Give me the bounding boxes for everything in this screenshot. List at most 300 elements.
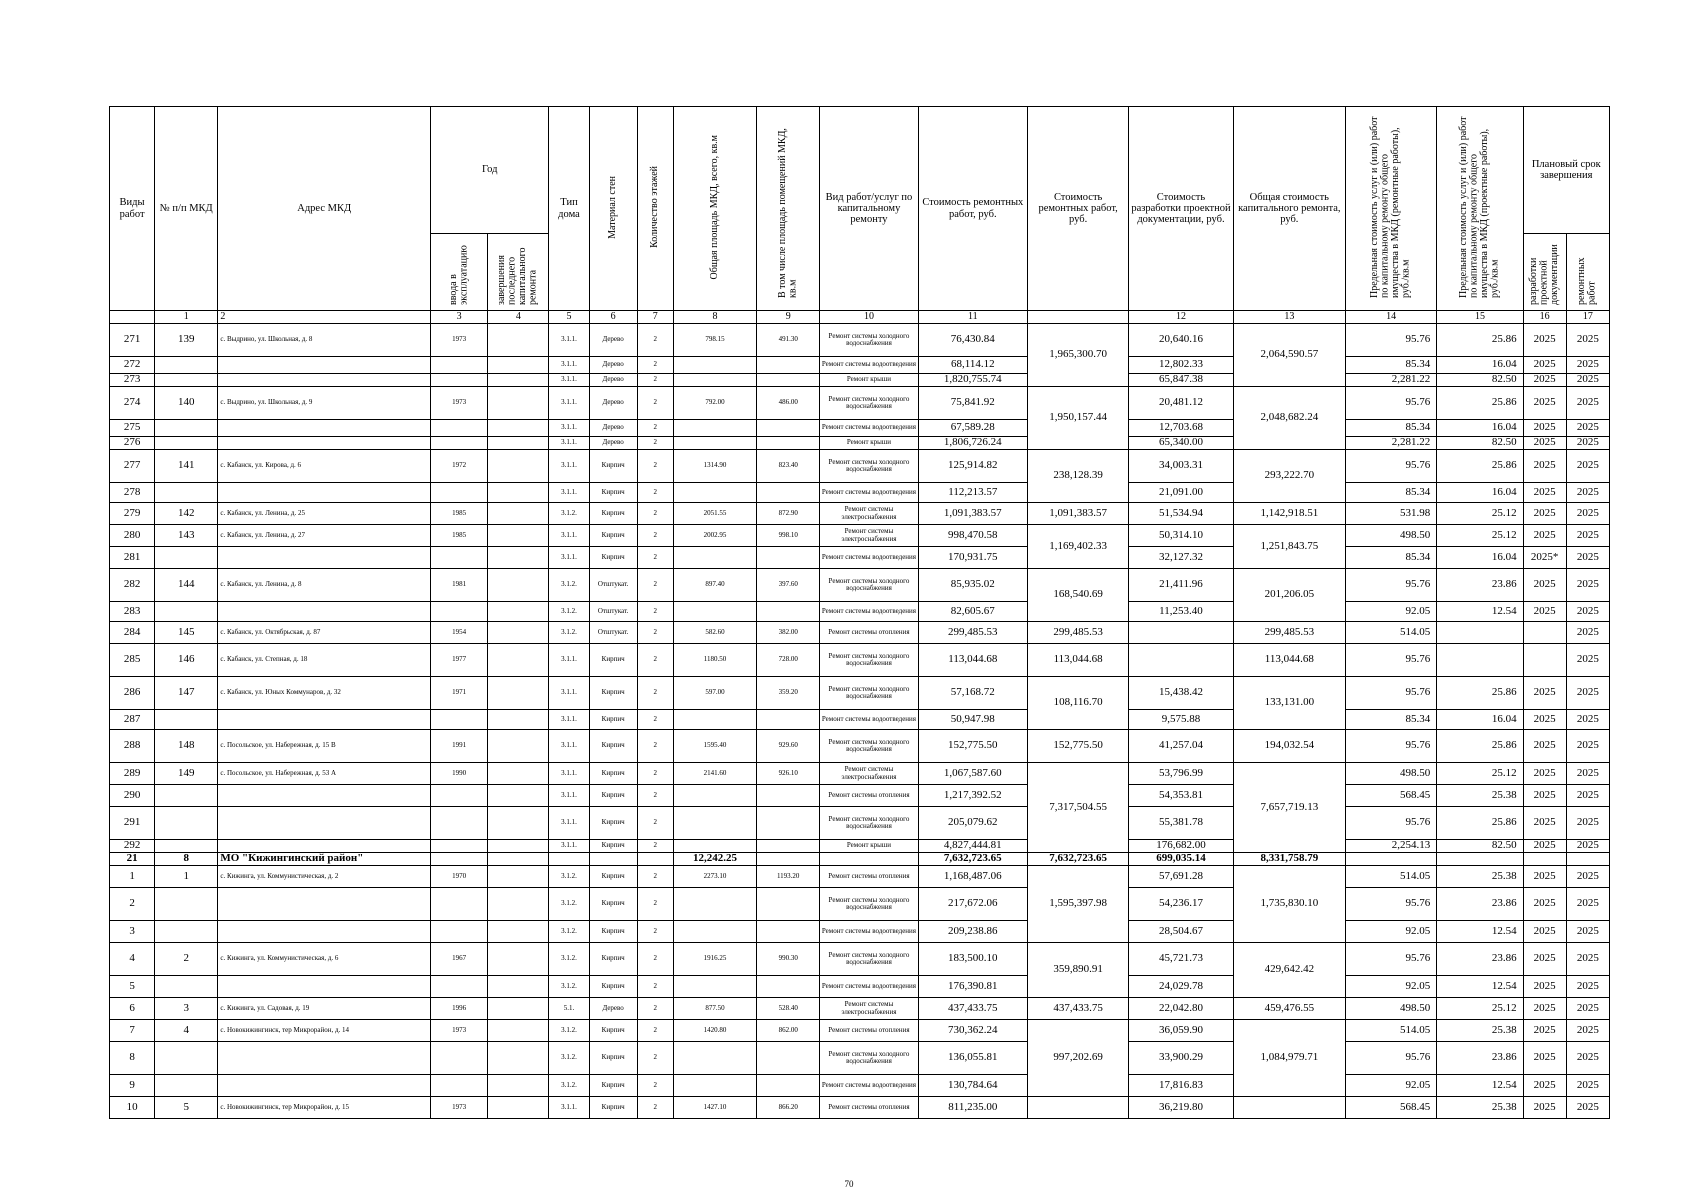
cell-total-cost: 299,485.53 [1233,622,1345,644]
cell-premises-area [757,437,820,450]
cell-floors: 2 [637,1075,673,1097]
cell-limit-design: 12.54 [1437,921,1523,943]
cell-floors: 2 [637,569,673,602]
cell-address: с. Новокижингинск, тер Микрорайон, д. 14 [218,1020,431,1042]
cell-floors: 2 [637,1020,673,1042]
table-row [110,483,1610,503]
cell-address: с. Кабанск, ул. Степная, д. 18 [218,644,431,677]
cell-work-number: 278 [110,483,155,503]
cell-limit-repair: 2,281.22 [1346,437,1437,450]
cell-mkd-number: 139 [155,324,218,357]
cell-mkd-number: 142 [155,503,218,525]
cell-mkd-number [155,807,218,840]
cell-total-area [673,976,756,998]
cell-repair-cost: 75,841.92 [918,387,1027,420]
cell-limit-repair: 498.50 [1346,763,1437,785]
cell-mkd-number: 144 [155,569,218,602]
cell-mkd-number [155,547,218,569]
cell-deadline-repair: 2025 [1566,1042,1609,1075]
cell-limit-design [1437,622,1523,644]
cell-year-commission: 1973 [431,1020,488,1042]
table-row [110,807,1610,840]
cell-year-last-repair [488,853,549,866]
cell-year-last-repair [488,483,549,503]
cell-deadline-design: 2025 [1523,483,1566,503]
cell-floors: 2 [637,525,673,547]
cell-work-type: Ремонт системы водоотведения [820,420,918,437]
cell-limit-repair: 92.05 [1346,602,1437,622]
cell-deadline-design: 2025* [1523,547,1566,569]
cell-repair-cost: 57,168.72 [918,677,1027,710]
cell-address [218,1075,431,1097]
table-body [110,324,1610,1119]
cell-design-cost: 55,381.78 [1129,807,1233,840]
cell-wall-material: Дерево [589,420,637,437]
table-row [110,525,1610,547]
table-row [110,677,1610,710]
cell-repair-cost-sum: 238,128.39 [1027,450,1128,503]
cell-year-last-repair [488,1020,549,1042]
cell-year-last-repair [488,547,549,569]
cell-work-type: Ремонт системы электроснабжения [820,525,918,547]
cell-floors: 2 [637,387,673,420]
register-sheet [109,106,1610,1119]
cell-house-type: 3.1.1. [549,387,589,420]
cell-wall-material: Дерево [589,324,637,357]
cell-premises-area: 1193.20 [757,866,820,888]
cell-design-cost: 20,481.12 [1129,387,1233,420]
cell-repair-cost: 82,605.67 [918,602,1027,622]
cell-repair-cost: 112,213.57 [918,483,1027,503]
cell-repair-cost: 998,470.58 [918,525,1027,547]
cell-work-number: 281 [110,547,155,569]
cell-floors: 2 [637,998,673,1020]
cell-wall-material: Кирпич [589,785,637,807]
cell-total-area [673,888,756,921]
cell-house-type: 3.1.1. [549,785,589,807]
cell-limit-repair: 92.05 [1346,976,1437,998]
cell-work-number: 6 [110,998,155,1020]
cell-total-area [673,710,756,730]
cell-repair-cost-sum: 108,116.70 [1027,677,1128,730]
cell-repair-cost: 811,235.00 [918,1097,1027,1119]
cell-floors: 2 [637,503,673,525]
cell-work-number: 271 [110,324,155,357]
cell-limit-repair: 95.76 [1346,387,1437,420]
cell-premises-area [757,840,820,853]
cell-deadline-design: 2025 [1523,437,1566,450]
cell-repair-cost: 68,114.12 [918,357,1027,374]
cell-design-cost [1129,644,1233,677]
cell-house-type: 3.1.1. [549,644,589,677]
hdr-vidy-rabot: Виды работ [110,107,155,311]
colnum: 11 [918,311,1027,324]
colnum: 7 [637,311,673,324]
cell-design-cost: 17,816.83 [1129,1075,1233,1097]
colnum: 8 [673,311,756,324]
cell-repair-cost-sum: 1,595,397.98 [1027,866,1128,943]
hdr-wall-material: Материал стен [589,107,637,311]
cell-house-type: 3.1.1. [549,483,589,503]
cell-work-type: Ремонт системы водоотведения [820,357,918,374]
cell-deadline-design: 2025 [1523,569,1566,602]
cell-design-cost [1129,622,1233,644]
cell-mkd-number [155,785,218,807]
cell-total-area [673,840,756,853]
cell-premises-area: 382.00 [757,622,820,644]
cell-deadline-repair: 2025 [1566,602,1609,622]
table-row [110,785,1610,807]
cell-work-number: 3 [110,921,155,943]
cell-year-commission: 1971 [431,677,488,710]
cell-year-last-repair [488,450,549,483]
cell-year-commission [431,1075,488,1097]
cell-deadline-repair: 2025 [1566,730,1609,763]
cell-year-commission [431,888,488,921]
table-row [110,866,1610,888]
cell-repair-cost-sum: 997,202.69 [1027,1020,1128,1097]
cell-design-cost: 24,029.78 [1129,976,1233,998]
hdr-year-last-repair: завершения последнего капитального ремонта [488,234,549,311]
cell-mkd-number: 3 [155,998,218,1020]
cell-repair-cost-sum [1027,1097,1128,1119]
cell-limit-design [1437,853,1523,866]
cell-deadline-design: 2025 [1523,763,1566,785]
cell-address [218,710,431,730]
cell-total-cost: 1,084,979.71 [1233,1020,1345,1097]
cell-address [218,420,431,437]
cell-address: с. Посольское, ул. Набережная, д. 15 В [218,730,431,763]
cell-total-area: 1916.25 [673,943,756,976]
cell-wall-material: Кирпич [589,503,637,525]
cell-total-cost: 429,642.42 [1233,943,1345,998]
cell-premises-area [757,1075,820,1097]
cell-design-cost: 12,703.68 [1129,420,1233,437]
cell-wall-material: Кирпич [589,1075,637,1097]
cell-year-commission: 1973 [431,387,488,420]
cell-total-cost: 201,206.05 [1233,569,1345,622]
table-row [110,1075,1610,1097]
cell-wall-material: Кирпич [589,677,637,710]
cell-mkd-number [155,710,218,730]
cell-design-cost: 21,091.00 [1129,483,1233,503]
cell-wall-material: Дерево [589,357,637,374]
cell-mkd-number [155,420,218,437]
cell-work-type: Ремонт системы водоотведения [820,602,918,622]
cell-premises-area: 990.30 [757,943,820,976]
cell-work-number: 292 [110,840,155,853]
cell-limit-repair: 95.76 [1346,1042,1437,1075]
cell-deadline-repair: 2025 [1566,677,1609,710]
cell-design-cost: 54,236.17 [1129,888,1233,921]
cell-design-cost: 51,534.94 [1129,503,1233,525]
cell-mkd-number [155,1075,218,1097]
cell-deadline-design [1523,644,1566,677]
cell-work-number: 289 [110,763,155,785]
cell-year-commission [431,602,488,622]
table-row [110,888,1610,921]
cell-year-commission: 1973 [431,1097,488,1119]
cell-work-number: 282 [110,569,155,602]
cell-premises-area: 929.60 [757,730,820,763]
hdr-deadline-repair: ремонтных работ [1566,234,1609,311]
hdr-repair-cost: Стоимость ремонтных работ, руб. [918,107,1027,311]
cell-deadline-design: 2025 [1523,1075,1566,1097]
table-row [110,387,1610,420]
cell-work-number: 290 [110,785,155,807]
cell-total-area: 2273.10 [673,866,756,888]
cell-address: с. Кижинга, ул. Садовая, д. 19 [218,998,431,1020]
cell-work-number: 277 [110,450,155,483]
cell-house-type: 3.1.2. [549,1020,589,1042]
cell-house-type: 3.1.2. [549,943,589,976]
cell-work-type: Ремонт системы водоотведения [820,710,918,730]
cell-repair-cost: 205,079.62 [918,807,1027,840]
cell-address: с. Кабанск, ул. Юных Коммунаров, д. 32 [218,677,431,710]
cell-work-type: Ремонт крыши [820,437,918,450]
cell-design-cost: 15,438.42 [1129,677,1233,710]
cell-address [218,374,431,387]
cell-deadline-design: 2025 [1523,976,1566,998]
cell-premises-area [757,785,820,807]
cell-deadline-design: 2025 [1523,450,1566,483]
table-row [110,420,1610,437]
cell-repair-cost-sum: 7,632,723.65 [1027,853,1128,866]
cell-deadline-design [1523,622,1566,644]
cell-deadline-repair: 2025 [1566,1075,1609,1097]
cell-year-last-repair [488,763,549,785]
cell-limit-design: 25.86 [1437,807,1523,840]
cell-address: с. Выдрино, ул. Школьная, д. 8 [218,324,431,357]
cell-repair-cost: 209,238.86 [918,921,1027,943]
cell-limit-design: 16.04 [1437,547,1523,569]
cell-house-type: 3.1.2. [549,1075,589,1097]
cell-deadline-repair: 2025 [1566,622,1609,644]
cell-premises-area [757,483,820,503]
cell-deadline-repair: 2025 [1566,921,1609,943]
cell-floors: 2 [637,840,673,853]
cell-mkd-number [155,840,218,853]
cell-limit-repair: 92.05 [1346,921,1437,943]
cell-house-type: 3.1.2. [549,622,589,644]
cell-year-commission [431,374,488,387]
cell-work-type: Ремонт крыши [820,374,918,387]
cell-premises-area: 491.30 [757,324,820,357]
cell-repair-cost-sum: 1,091,383.57 [1027,503,1128,525]
cell-repair-cost: 85,935.02 [918,569,1027,602]
table-row [110,710,1610,730]
cell-year-commission: 1990 [431,763,488,785]
cell-wall-material: Дерево [589,437,637,450]
cell-address: с. Кижинга, ул. Коммунистическая, д. 6 [218,943,431,976]
cell-year-last-repair [488,785,549,807]
cell-limit-repair: 514.05 [1346,866,1437,888]
cell-total-area: 897.40 [673,569,756,602]
cell-year-commission [431,547,488,569]
column-number-row [110,311,1610,324]
cell-year-last-repair [488,888,549,921]
cell-design-cost: 41,257.04 [1129,730,1233,763]
cell-work-type: Ремонт системы электроснабжения [820,998,918,1020]
cell-premises-area: 862.00 [757,1020,820,1042]
cell-limit-repair: 568.45 [1346,785,1437,807]
cell-mkd-number: 146 [155,644,218,677]
cell-limit-repair: 95.76 [1346,943,1437,976]
colnum: 13 [1233,311,1345,324]
cell-limit-design: 23.86 [1437,1042,1523,1075]
cell-deadline-design: 2025 [1523,840,1566,853]
cell-year-commission [431,420,488,437]
table-row [110,547,1610,569]
cell-year-last-repair [488,622,549,644]
total-row [110,853,1610,866]
colnum: 12 [1129,311,1233,324]
cell-year-commission [431,357,488,374]
hdr-design-cost: Стоимость разработки проектной документации, руб. [1129,107,1233,311]
cell-work-type: Ремонт системы холодного водоснабжения [820,569,918,602]
hdr-total-cost: Общая стоимость капитального ремонта, руб. [1233,107,1345,311]
cell-limit-repair: 92.05 [1346,1075,1437,1097]
cell-work-type: Ремонт системы холодного водоснабжения [820,1042,918,1075]
cell-floors: 2 [637,807,673,840]
cell-address: МО "Кижингинский район" [218,853,431,866]
cell-floors: 2 [637,785,673,807]
cell-deadline-repair: 2025 [1566,324,1609,357]
cell-limit-design: 16.04 [1437,357,1523,374]
cell-work-number: 286 [110,677,155,710]
cell-year-last-repair [488,503,549,525]
cell-house-type: 3.1.1. [549,807,589,840]
cell-year-commission: 1985 [431,503,488,525]
hdr-limit-design: Предельная стоимость услуг и (или) работ по капитальному ремонту общего имущества в МКД (проектные работы), руб./кв.м [1437,107,1523,311]
cell-total-area [673,807,756,840]
cell-premises-area: 926.10 [757,763,820,785]
cell-house-type [549,853,589,866]
cell-wall-material: Кирпич [589,547,637,569]
cell-wall-material: Отштукат. [589,622,637,644]
cell-limit-repair: 2,281.22 [1346,374,1437,387]
cell-house-type: 3.1.1. [549,437,589,450]
cell-total-cost: 2,048,682.24 [1233,387,1345,450]
cell-repair-cost-sum: 437,433.75 [1027,998,1128,1020]
cell-work-number: 9 [110,1075,155,1097]
cell-wall-material: Кирпич [589,644,637,677]
cell-floors: 2 [637,374,673,387]
cell-premises-area [757,807,820,840]
cell-floors: 2 [637,677,673,710]
cell-limit-repair: 85.34 [1346,547,1437,569]
table-row [110,450,1610,483]
table-row [110,357,1610,374]
cell-design-cost: 45,721.73 [1129,943,1233,976]
cell-work-type: Ремонт системы холодного водоснабжения [820,943,918,976]
cell-work-type: Ремонт системы отопления [820,1020,918,1042]
cell-design-cost: 54,353.81 [1129,785,1233,807]
hdr-repair-cost-sum: Стоимость ремонтных работ, руб. [1027,107,1128,311]
cell-house-type: 3.1.2. [549,503,589,525]
cell-wall-material: Кирпич [589,807,637,840]
cell-floors: 2 [637,730,673,763]
cell-year-commission [431,483,488,503]
cell-year-last-repair [488,602,549,622]
cell-deadline-design: 2025 [1523,357,1566,374]
cell-work-number: 21 [110,853,155,866]
cell-deadline-design: 2025 [1523,888,1566,921]
cell-total-area [673,374,756,387]
cell-deadline-repair [1566,853,1609,866]
cell-repair-cost: 1,820,755.74 [918,374,1027,387]
cell-limit-design: 82.50 [1437,437,1523,450]
cell-repair-cost-sum: 1,950,157.44 [1027,387,1128,450]
cell-limit-repair [1346,853,1437,866]
page-number: 70 [844,1179,854,1189]
cell-deadline-repair: 2025 [1566,483,1609,503]
cell-total-cost: 1,142,918.51 [1233,503,1345,525]
cell-work-number: 272 [110,357,155,374]
cell-repair-cost: 176,390.81 [918,976,1027,998]
cell-year-last-repair [488,437,549,450]
cell-house-type: 3.1.1. [549,710,589,730]
cell-house-type: 3.1.1. [549,374,589,387]
cell-mkd-number [155,921,218,943]
cell-address [218,976,431,998]
cell-deadline-design: 2025 [1523,998,1566,1020]
cell-deadline-design: 2025 [1523,677,1566,710]
capital-repair-table [109,106,1610,1119]
cell-address [218,357,431,374]
cell-year-commission: 1967 [431,943,488,976]
cell-floors: 2 [637,547,673,569]
cell-total-area: 877.50 [673,998,756,1020]
cell-deadline-design: 2025 [1523,1097,1566,1119]
cell-premises-area [757,853,820,866]
cell-limit-repair: 95.76 [1346,677,1437,710]
hdr-premises-area: В том числе площадь помещений МКД, кв.м [757,107,820,311]
colnum: 14 [1346,311,1437,324]
table-row [110,730,1610,763]
cell-deadline-repair: 2025 [1566,569,1609,602]
cell-wall-material: Кирпич [589,976,637,998]
cell-year-commission: 1970 [431,866,488,888]
cell-year-commission [431,853,488,866]
cell-deadline-repair: 2025 [1566,785,1609,807]
cell-wall-material: Отштукат. [589,569,637,602]
cell-wall-material: Кирпич [589,1042,637,1075]
cell-work-type: Ремонт системы водоотведения [820,1075,918,1097]
cell-work-number: 273 [110,374,155,387]
cell-year-commission: 1991 [431,730,488,763]
colnum: 16 [1523,311,1566,324]
cell-deadline-repair: 2025 [1566,866,1609,888]
cell-address: с. Кабанск, ул. Кирова, д. 6 [218,450,431,483]
cell-premises-area: 728.00 [757,644,820,677]
table-row [110,1042,1610,1075]
cell-year-last-repair [488,677,549,710]
cell-house-type: 3.1.1. [549,763,589,785]
cell-repair-cost-sum: 1,965,300.70 [1027,324,1128,387]
cell-year-last-repair [488,525,549,547]
cell-repair-cost: 1,168,487.06 [918,866,1027,888]
cell-design-cost: 28,504.67 [1129,921,1233,943]
cell-design-cost: 34,003.31 [1129,450,1233,483]
cell-year-commission [431,710,488,730]
table-row [110,976,1610,998]
cell-deadline-repair: 2025 [1566,943,1609,976]
cell-design-cost: 22,042.80 [1129,998,1233,1020]
cell-mkd-number: 148 [155,730,218,763]
cell-premises-area [757,888,820,921]
cell-year-commission: 1972 [431,450,488,483]
